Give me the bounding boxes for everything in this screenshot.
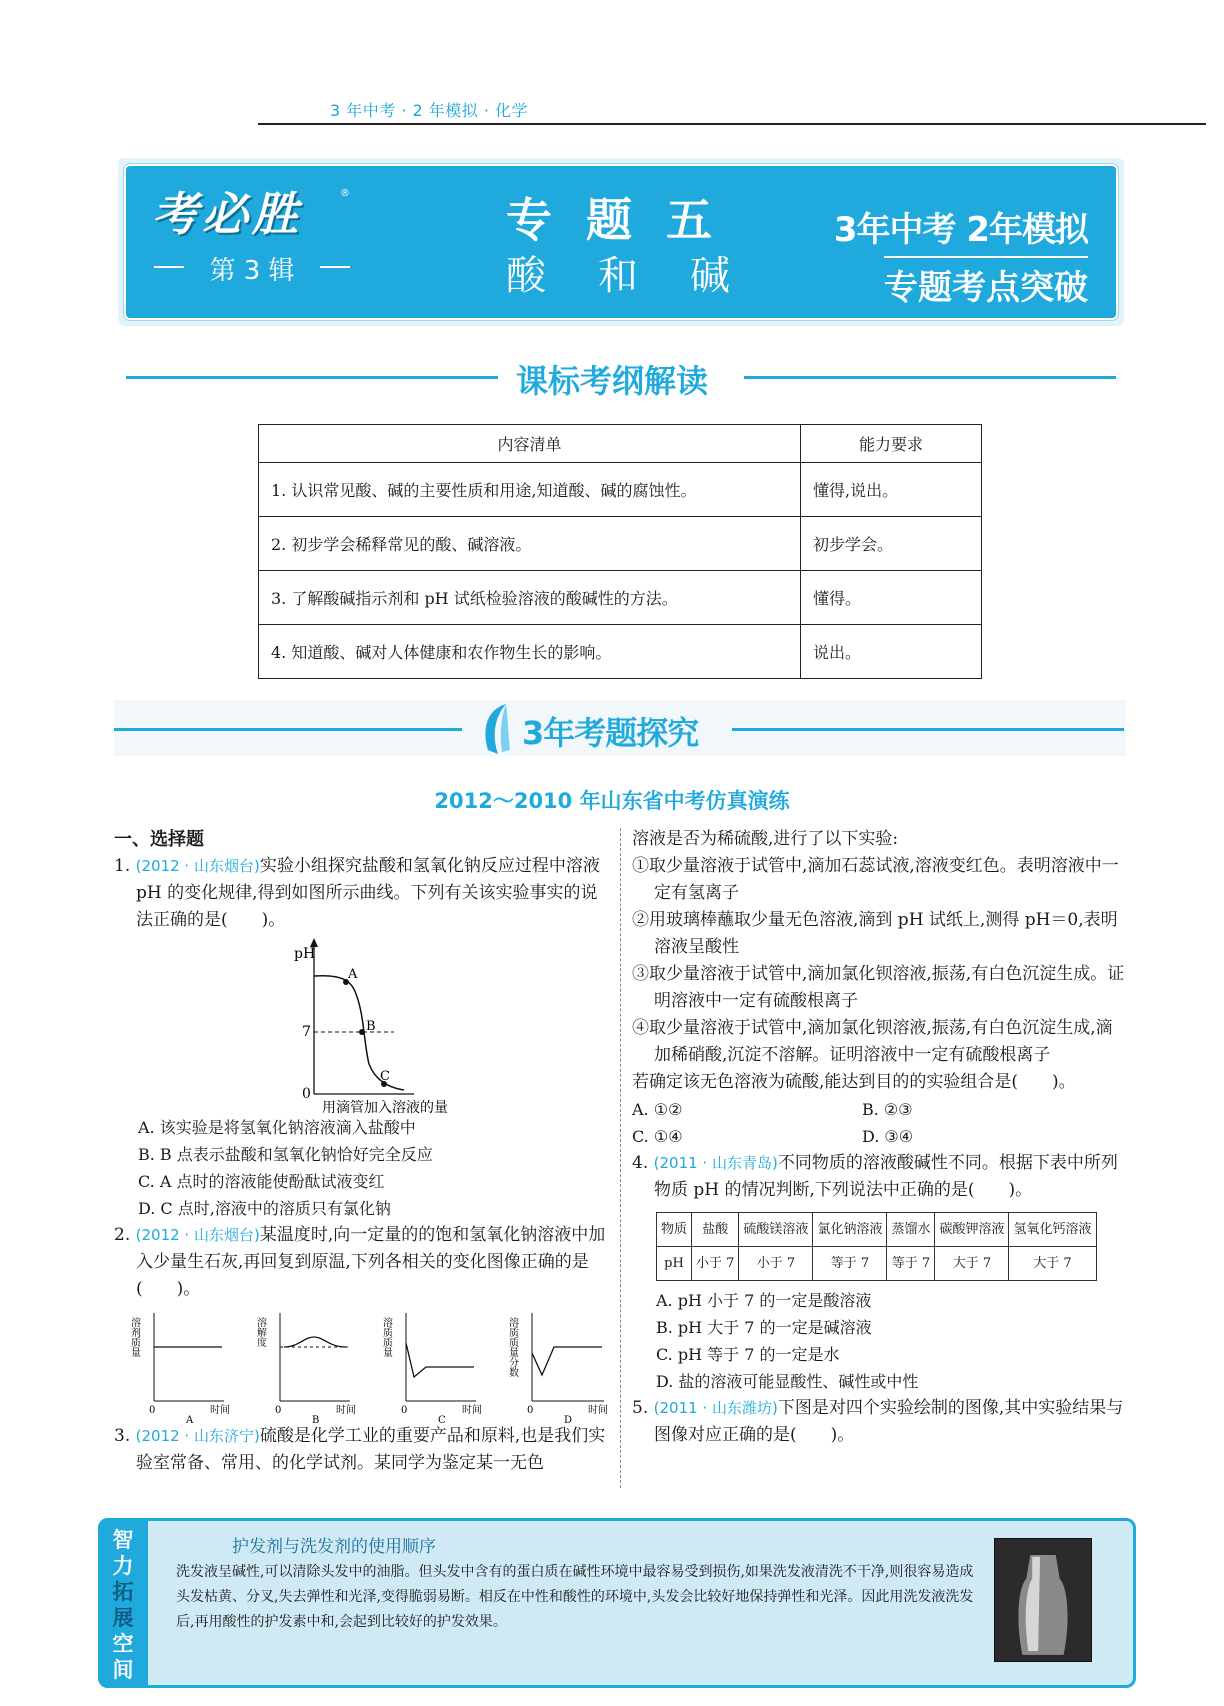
graph-point-c: C <box>380 1069 390 1084</box>
table-cell: 初步学会。 <box>801 517 982 571</box>
section-rule-right <box>732 728 1124 731</box>
question-2 <box>114 1222 610 1303</box>
table-cell: 大于 7 <box>935 1247 1009 1281</box>
question-5 <box>632 1395 1128 1449</box>
graph-origin: 0 <box>275 1405 282 1416</box>
graph-origin: 0 <box>302 1086 311 1102</box>
right-column <box>632 826 1128 1449</box>
table-row <box>259 463 982 517</box>
experiment-step: ④取少量溶液于试管中,滴加氯化钡溶液,振荡,有白色沉淀生成,滴加稀硝酸,沉淀不溶解。证明溶液中一定有硫酸根离子 <box>632 1018 1113 1065</box>
experiment-step: ①取少量溶液于试管中,滴加石蕊试液,溶液变红色。表明溶液中一定有氢离子 <box>632 856 1119 903</box>
graph-x-label: 用滴管加入溶液的量 <box>322 1100 448 1114</box>
topic-banner <box>118 158 1124 326</box>
brand-logo: 考必胜 <box>152 187 302 241</box>
table-cell: 懂得,说出。 <box>801 463 982 517</box>
shell-icon <box>476 700 520 756</box>
section-rule-right <box>744 376 1116 379</box>
header-rule <box>258 123 1206 125</box>
question-source: (2011 · 山东潍坊) <box>653 1399 778 1417</box>
graph-a <box>129 1313 231 1423</box>
table-cell: 等于 7 <box>887 1247 935 1281</box>
table-row <box>259 571 982 625</box>
graph-letter: C <box>438 1415 446 1423</box>
option: D. 盐的溶液可能显酸性、碱性或中性 <box>656 1372 919 1391</box>
graph-x-label: 时间 <box>588 1405 608 1416</box>
table-row <box>259 625 982 679</box>
graph-y-label: 溶剂质量 <box>128 1317 140 1357</box>
graph-origin: 0 <box>401 1405 408 1416</box>
question-number: 1. <box>114 856 131 876</box>
experiment-step: ③取少量溶液于试管中,滴加氯化钡溶液,振荡,有白色沉淀生成。证明溶液中一定有硫酸根离子 <box>632 964 1125 1011</box>
banner-series-line: 3年中考 2年模拟 <box>833 210 1088 250</box>
graph-x-label: 时间 <box>210 1405 230 1416</box>
question-number: 4. <box>632 1153 649 1173</box>
table-row <box>657 1247 1097 1281</box>
graph-c <box>381 1313 483 1423</box>
ph-table <box>656 1212 1097 1281</box>
table-cell: 小于 7 <box>692 1247 739 1281</box>
question-number: 3. <box>114 1426 131 1446</box>
graph-letter: D <box>564 1415 573 1423</box>
table-row <box>259 517 982 571</box>
graph-d <box>507 1313 609 1423</box>
option: C. pH 等于 7 的一定是水 <box>656 1345 840 1364</box>
table-row <box>657 1213 1097 1247</box>
section-rule-left <box>126 376 498 379</box>
extension-tab-char: 展 <box>112 1606 134 1630</box>
options-row <box>632 1096 1128 1123</box>
graph-point-b: B <box>366 1019 376 1034</box>
table-cell: 碳酸钾溶液 <box>935 1213 1009 1247</box>
graph-origin: 0 <box>527 1405 534 1416</box>
extension-title: 护发剂与洗发剂的使用顺序 <box>232 1537 436 1557</box>
question-number: 5. <box>632 1398 649 1418</box>
table-cell: 大于 7 <box>1009 1247 1096 1281</box>
option: C. A 点时的溶液能使酚酞试液变红 <box>138 1172 385 1191</box>
question-ask: 若确定该无色溶液为硫酸,能达到目的的实验组合是( )。 <box>632 1072 1076 1092</box>
table-cell: 懂得。 <box>801 571 982 625</box>
question-source: (2012 · 山东烟台) <box>135 857 260 875</box>
options-row <box>632 1123 1128 1150</box>
question-text: 实验小组探究盐酸和氢氧化钠反应过程中溶液 pH 的变化规律,得到如图所示曲线。下列有关该实验事实的说法正确的是( )。 <box>136 856 600 930</box>
topic-number: 专题五 <box>506 193 746 247</box>
section-rule-left <box>114 728 462 731</box>
graph-y-label: 溶解度 <box>254 1317 266 1347</box>
question-1 <box>114 853 610 934</box>
extension-text: 洗发液呈碱性,可以清除头发中的油脂。但头发中含有的蛋白质在碱性环境中最容易受到损伤,如果洗发液清洗不干净,则很容易造成头发枯黄、分叉,失去弹性和光泽,变得脆弱易断。相反在中性和酸性的环境中,头发会比较好地保持弹性和光泽。因此用洗发液洗发后,再用酸性的护发素中和,会起到比较好的护发效果。 <box>176 1564 974 1630</box>
practice-subtitle: 2012～2010 年山东省中考仿真演练 <box>434 789 790 813</box>
option: C. ①④ <box>632 1127 683 1146</box>
question-source: (2012 · 山东济宁) <box>135 1427 260 1445</box>
graph-b <box>255 1313 357 1423</box>
series-label: 3 年中考 · 2 年模拟 · 化学 <box>330 101 529 120</box>
option: A. 该实验是将氢氧化钠溶液滴入盐酸中 <box>138 1118 416 1137</box>
table-cell: 2. 初步学会稀释常见的酸、碱溶液。 <box>259 517 801 571</box>
section-title-curriculum: 课标考纲解读 <box>516 362 709 400</box>
table-cell: 蒸馏水 <box>887 1213 935 1247</box>
option: A. pH 小于 7 的一定是酸溶液 <box>656 1291 872 1310</box>
table-cell: 氢氧化钙溶液 <box>1009 1213 1096 1247</box>
question-number: 2. <box>114 1225 131 1245</box>
table-cell: 4. 知道酸、碱对人体健康和农作物生长的影响。 <box>259 625 801 679</box>
extension-tab-char: 力 <box>112 1554 134 1578</box>
question-text: 不同物质的溶液酸碱性不同。根据下表中所列物质 pH 的情况判断,下列说法中正确的是( )。 <box>654 1153 1118 1200</box>
banner-series-subtitle: 专题考点突破 <box>884 256 1088 309</box>
column-divider <box>620 828 621 1488</box>
option: B. ②③ <box>862 1100 913 1119</box>
graph-point-a: A <box>348 967 358 982</box>
table-cell: 盐酸 <box>692 1213 739 1247</box>
question-text: 下图是对四个实验绘制的图像,其中实验结果与图像对应正确的是( )。 <box>654 1398 1124 1445</box>
table-cell: 小于 7 <box>739 1247 813 1281</box>
table-header: 内容清单 <box>259 425 801 463</box>
graph-y-label: 溶质质量 <box>380 1317 392 1357</box>
table-cell: 物质 <box>657 1213 692 1247</box>
extension-tab-char: 空 <box>112 1632 134 1656</box>
graph-letter: B <box>312 1415 320 1423</box>
table-cell: 3. 了解酸碱指示剂和 pH 试纸检验溶液的酸碱性的方法。 <box>259 571 801 625</box>
table-cell: 氯化钠溶液 <box>813 1213 887 1247</box>
question-text: 硫酸是化学工业的重要产品和原料,也是我们实验室常备、常用、的化学试剂。某同学为鉴定某一无色 <box>136 1426 606 1473</box>
graph-x-label: 时间 <box>336 1405 356 1416</box>
graph-y-label: 溶质质量分数 <box>506 1317 518 1377</box>
table-cell: 1. 认识常见酸、碱的主要性质和用途,知道酸、碱的腐蚀性。 <box>259 463 801 517</box>
extension-tab-char: 智 <box>112 1528 134 1552</box>
option: D. C 点时,溶液中的溶质只有氯化钠 <box>138 1199 391 1218</box>
question-source: (2011 · 山东青岛) <box>653 1154 778 1172</box>
graph-x-label: 时间 <box>462 1405 482 1416</box>
extension-tab-char: 拓 <box>112 1580 134 1604</box>
question-source: (2012 · 山东烟台) <box>135 1226 260 1244</box>
option: B. pH 大于 7 的一定是碱溶液 <box>656 1318 872 1337</box>
brand-edition: 第 3 辑 <box>162 250 342 287</box>
option: B. B 点表示盐酸和氢氧化钠恰好完全反应 <box>138 1145 433 1164</box>
ph-curve-graph <box>114 934 610 1114</box>
option: A. ①② <box>632 1100 683 1119</box>
extension-tab-char: 间 <box>112 1658 134 1682</box>
table-cell: pH <box>657 1247 692 1281</box>
table-cell: 等于 7 <box>813 1247 887 1281</box>
change-graphs <box>114 1303 610 1423</box>
table-header: 能力要求 <box>801 425 982 463</box>
graph-tick-7: 7 <box>302 1024 311 1040</box>
graph-origin: 0 <box>149 1405 156 1416</box>
graph-y-label: pH <box>294 946 316 962</box>
question-4 <box>632 1150 1128 1204</box>
option: D. ③④ <box>862 1127 914 1146</box>
shampoo-bottle-image <box>994 1538 1092 1662</box>
experiment-step: ②用玻璃棒蘸取少量无色溶液,滴到 pH 试纸上,测得 pH＝0,表明溶液呈酸性 <box>632 910 1118 957</box>
part-title: 一、选择题 <box>114 829 204 850</box>
graph-letter: A <box>186 1415 194 1423</box>
question-text-continued: 溶液是否为稀硫酸,进行了以下实验: <box>632 829 899 849</box>
question-3 <box>114 1423 610 1477</box>
table-cell: 硫酸镁溶液 <box>739 1213 813 1247</box>
question-text: 某温度时,向一定量的的饱和氢氧化钠溶液中加入少量生石灰,再回复到原温,下列各相关的变化图像正确的是( )。 <box>136 1225 606 1299</box>
table-cell: 说出。 <box>801 625 982 679</box>
left-column <box>114 826 610 1477</box>
requirements-table <box>258 424 982 679</box>
section-title-exam: 3年考题探究 <box>522 714 699 752</box>
topic-name: 酸和碱 <box>506 253 782 299</box>
registered-mark: ® <box>340 188 350 199</box>
